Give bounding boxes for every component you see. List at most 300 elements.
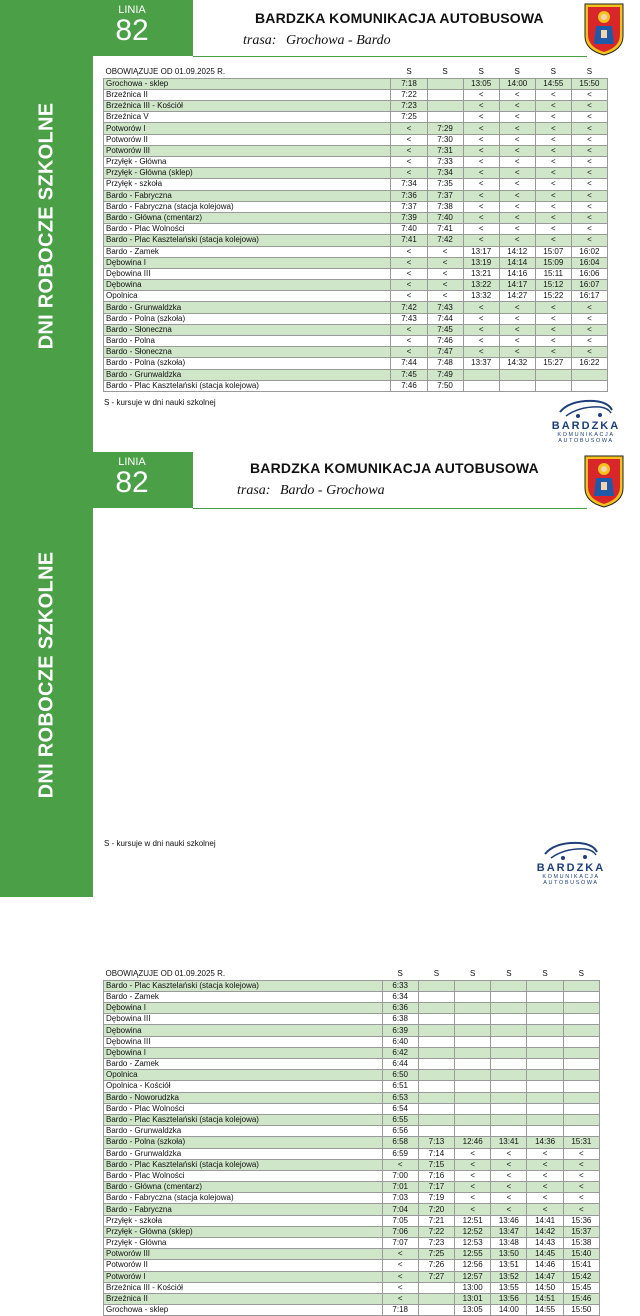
departure-time: 6:56 [382, 1126, 418, 1137]
departure-time [418, 1059, 454, 1070]
departure-time: < [499, 212, 535, 223]
departure-time: < [535, 235, 571, 246]
column-header: S [463, 67, 499, 78]
departure-time: 14:50 [527, 1282, 563, 1293]
departure-time: < [455, 1204, 491, 1215]
departure-time: 14:51 [527, 1293, 563, 1304]
departure-time [455, 1070, 491, 1081]
table-row [104, 1103, 600, 1114]
departure-time: < [499, 235, 535, 246]
departure-time: 7:34 [427, 168, 463, 179]
departure-time [527, 1014, 563, 1025]
stop-name: Bardo - Plac Kasztelański (stacja kolejowa) [104, 380, 391, 391]
stop-name: Dębowina I [104, 1003, 383, 1014]
departure-time: 7:45 [427, 324, 463, 335]
departure-time [563, 980, 599, 991]
stop-name: Bardo - Plac Wolności [104, 1103, 383, 1114]
departure-time: 7:23 [391, 101, 427, 112]
departure-time [418, 1036, 454, 1047]
departure-time: < [391, 347, 427, 358]
departure-time: 15:40 [563, 1249, 599, 1260]
departure-time: 13:52 [491, 1271, 527, 1282]
table-row [104, 1226, 600, 1237]
departure-time [418, 1293, 454, 1304]
table-row [104, 313, 608, 324]
table-row [104, 1014, 600, 1025]
departure-time: 14:12 [499, 246, 535, 257]
departure-time [527, 1047, 563, 1058]
departure-time [418, 1025, 454, 1036]
stop-name: Dębowina I [104, 257, 391, 268]
departure-time: 7:15 [418, 1159, 454, 1170]
logo-title: BARDZKA [551, 420, 621, 432]
departure-time: 7:22 [391, 89, 427, 100]
departure-time: < [499, 179, 535, 190]
departure-time: < [382, 1260, 418, 1271]
departure-time: < [499, 157, 535, 168]
departure-time: < [571, 302, 607, 313]
departure-time [563, 1047, 599, 1058]
departure-time [535, 369, 571, 380]
departure-time: < [455, 1170, 491, 1181]
table-row [104, 246, 608, 257]
departure-time: 7:18 [391, 78, 427, 89]
departure-time: 7:25 [418, 1249, 454, 1260]
departure-time: 12:53 [455, 1238, 491, 1249]
departure-time [491, 1070, 527, 1081]
departure-time: 7:20 [418, 1204, 454, 1215]
departure-time [455, 991, 491, 1002]
departure-time: 16:04 [571, 257, 607, 268]
departure-time [527, 1103, 563, 1114]
departure-time: < [499, 190, 535, 201]
departure-time [455, 1014, 491, 1025]
departure-time: 14:16 [499, 268, 535, 279]
departure-time [418, 1103, 454, 1114]
departure-time: 7:31 [427, 145, 463, 156]
departure-time: 15:22 [535, 291, 571, 302]
departure-time: 7:39 [391, 212, 427, 223]
table-row [104, 302, 608, 313]
departure-time: < [455, 1193, 491, 1204]
stop-name: Potworów II [104, 134, 391, 145]
table-row [104, 380, 608, 391]
table-row [104, 1114, 600, 1125]
stop-name: Brzeźnica II [104, 89, 391, 100]
departure-time: 14:47 [527, 1271, 563, 1282]
departure-time: 7:19 [418, 1193, 454, 1204]
departure-time: 15:07 [535, 246, 571, 257]
departure-time [527, 1059, 563, 1070]
departure-time: < [563, 1170, 599, 1181]
departure-time [418, 1003, 454, 1014]
stop-name: Przyłęk - Główna [104, 1238, 383, 1249]
departure-time: < [427, 246, 463, 257]
departure-time: 14:55 [527, 1305, 563, 1316]
departure-time: < [491, 1204, 527, 1215]
departure-time: 6:36 [382, 1003, 418, 1014]
departure-time [563, 1059, 599, 1070]
column-header: S [499, 67, 535, 78]
departure-time: < [499, 336, 535, 347]
departure-time: < [563, 1204, 599, 1215]
departure-time: < [427, 291, 463, 302]
stop-name: Bardo - Główna (cmentarz) [104, 1182, 383, 1193]
departure-time: 13:48 [491, 1238, 527, 1249]
stop-name: Bardo - Główna (cmentarz) [104, 212, 391, 223]
departure-time: 14:45 [527, 1249, 563, 1260]
departure-time [563, 1036, 599, 1047]
departure-time: 15:38 [563, 1238, 599, 1249]
departure-time: 7:35 [427, 179, 463, 190]
table-row [104, 991, 600, 1002]
table-row [104, 268, 608, 279]
departure-time: < [499, 347, 535, 358]
departure-time: < [499, 134, 535, 145]
departure-time: 7:16 [418, 1170, 454, 1181]
departure-time [491, 1081, 527, 1092]
route-name: Grochowa - Bardo [285, 33, 391, 48]
departure-time [527, 1126, 563, 1137]
table-row [104, 324, 608, 335]
stop-name: Brzeźnica V [104, 112, 391, 123]
departure-time: 15:31 [563, 1137, 599, 1148]
departure-time: 13:32 [463, 291, 499, 302]
departure-time [455, 1003, 491, 1014]
departure-time: 7:41 [427, 224, 463, 235]
table-row [104, 1025, 600, 1036]
company-name: BARDZKA KOMUNIKACJA AUTOBUSOWA [255, 10, 544, 26]
table-row [104, 212, 608, 223]
departure-time: < [391, 123, 427, 134]
departure-time: 7:25 [391, 112, 427, 123]
table-row [104, 1215, 600, 1226]
departure-time: 14:55 [535, 78, 571, 89]
departure-time: 15:12 [535, 280, 571, 291]
departure-time [499, 380, 535, 391]
departure-time [527, 980, 563, 991]
timetable [103, 67, 608, 392]
departure-time: < [535, 145, 571, 156]
departure-time: < [571, 224, 607, 235]
table-row [104, 1238, 600, 1249]
column-header: S [382, 969, 418, 980]
timetable [103, 969, 600, 1316]
departure-time [571, 380, 607, 391]
stop-name: Bardo - Zamek [104, 246, 391, 257]
footnote: S - kursuje w dni nauki szkolnej [104, 398, 216, 407]
departure-time: 13:21 [463, 268, 499, 279]
departure-time: 13:00 [455, 1282, 491, 1293]
table-row [104, 1204, 600, 1215]
valid-from: OBOWIĄZUJE OD 01.09.2025 R. [104, 67, 391, 78]
departure-time: < [527, 1170, 563, 1181]
departure-time: < [499, 313, 535, 324]
departure-time: 14:00 [491, 1305, 527, 1316]
departure-time: 7:05 [382, 1215, 418, 1226]
departure-time: 7:04 [382, 1204, 418, 1215]
departure-time [455, 980, 491, 991]
departure-time [463, 380, 499, 391]
table-row [104, 291, 608, 302]
departure-time [455, 1025, 491, 1036]
departure-time: < [382, 1159, 418, 1170]
departure-time: 13:05 [455, 1305, 491, 1316]
table-row [104, 1182, 600, 1193]
table-row [104, 369, 608, 380]
departure-time: 6:55 [382, 1114, 418, 1125]
departure-time: < [463, 145, 499, 156]
column-header: S [527, 969, 563, 980]
stop-name: Przyłęk - szkoła [104, 1215, 383, 1226]
departure-time: < [455, 1159, 491, 1170]
departure-time: 15:27 [535, 358, 571, 369]
departure-time: < [499, 89, 535, 100]
departure-time: < [535, 101, 571, 112]
departure-time [563, 1081, 599, 1092]
departure-time [491, 1092, 527, 1103]
departure-time: < [463, 302, 499, 313]
departure-time: 6:38 [382, 1014, 418, 1025]
departure-time [455, 1126, 491, 1137]
departure-time: 12:52 [455, 1226, 491, 1237]
departure-time: < [571, 89, 607, 100]
departure-time: 7:40 [391, 224, 427, 235]
column-header: S [391, 67, 427, 78]
departure-time: < [563, 1159, 599, 1170]
departure-time: < [382, 1282, 418, 1293]
departure-time: 14:27 [499, 291, 535, 302]
departure-time: < [391, 336, 427, 347]
column-header: S [571, 67, 607, 78]
stop-name: Bardo - Plac Kasztelański (stacja kolejowa) [104, 1159, 383, 1170]
departure-time: 14:32 [499, 358, 535, 369]
table-row [104, 123, 608, 134]
departure-time: < [463, 201, 499, 212]
table-row [104, 1059, 600, 1070]
departure-time [563, 1014, 599, 1025]
table-row [104, 89, 608, 100]
departure-time: < [535, 212, 571, 223]
departure-time: 7:26 [418, 1260, 454, 1271]
departure-time [563, 1003, 599, 1014]
departure-time: < [391, 257, 427, 268]
departure-time: < [535, 336, 571, 347]
departure-time: 7:03 [382, 1193, 418, 1204]
departure-time: 7:14 [418, 1148, 454, 1159]
stop-name: Bardo - Polna (szkoła) [104, 358, 391, 369]
route [243, 33, 391, 49]
departure-time [455, 1114, 491, 1125]
departure-time: 16:17 [571, 291, 607, 302]
departure-time: < [491, 1193, 527, 1204]
departure-time: < [571, 157, 607, 168]
departure-time [418, 1126, 454, 1137]
departure-time: 7:46 [391, 380, 427, 391]
column-header: S [563, 969, 599, 980]
stop-name: Brzeźnica III - Kościół [104, 101, 391, 112]
departure-time [418, 1014, 454, 1025]
departure-time: < [463, 190, 499, 201]
departure-time: 6:39 [382, 1025, 418, 1036]
departure-time: < [391, 134, 427, 145]
departure-time: < [427, 268, 463, 279]
departure-time [418, 1081, 454, 1092]
departure-time: 7:50 [427, 380, 463, 391]
departure-time: 6:51 [382, 1081, 418, 1092]
stop-name: Bardo - Zamek [104, 1059, 383, 1070]
departure-time [418, 1047, 454, 1058]
stop-name: Brzeźnica III - Kościół [104, 1282, 383, 1293]
stop-name: Bardo - Polna (szkoła) [104, 313, 391, 324]
departure-time: 15:11 [535, 268, 571, 279]
departure-time: < [391, 291, 427, 302]
departure-time: < [463, 313, 499, 324]
stop-name: Bardo - Plac Kasztelański (stacja kolejowa) [104, 980, 383, 991]
departure-time: < [499, 224, 535, 235]
departure-time: 7:36 [391, 190, 427, 201]
stop-name: Bardo - Polna (szkoła) [104, 1137, 383, 1148]
departure-time: 7:38 [427, 201, 463, 212]
departure-time [563, 1126, 599, 1137]
stop-name: Bardo - Grunwaldzka [104, 1126, 383, 1137]
stop-name: Bardo - Grunwaldzka [104, 369, 391, 380]
side-bar [0, 0, 93, 452]
stop-name: Przyłęk - Główna [104, 157, 391, 168]
departure-time: 7:27 [418, 1271, 454, 1282]
departure-time: 7:40 [427, 212, 463, 223]
departure-time: 12:55 [455, 1249, 491, 1260]
departure-time: < [499, 145, 535, 156]
departure-time: < [535, 168, 571, 179]
departure-time: < [535, 313, 571, 324]
stop-name: Grochowa - sklep [104, 78, 391, 89]
table-row [104, 1148, 600, 1159]
departure-time: < [382, 1271, 418, 1282]
departure-time: 13:55 [491, 1282, 527, 1293]
departure-time: < [571, 145, 607, 156]
departure-time: 13:05 [463, 78, 499, 89]
departure-time: < [463, 89, 499, 100]
departure-time: < [527, 1182, 563, 1193]
departure-time: 7:44 [427, 313, 463, 324]
departure-time: 14:42 [527, 1226, 563, 1237]
stop-name: Bardo - Plac Kasztelański (stacja kolejowa) [104, 235, 391, 246]
table-row [104, 1137, 600, 1148]
departure-time: 7:37 [391, 201, 427, 212]
departure-time: 12:57 [455, 1271, 491, 1282]
stop-name: Bardo - Grunwaldzka [104, 302, 391, 313]
stop-name: Bardo - Grunwaldzka [104, 1148, 383, 1159]
departure-time: 6:58 [382, 1137, 418, 1148]
departure-time: 7:23 [418, 1238, 454, 1249]
departure-time: < [571, 235, 607, 246]
departure-time: < [391, 280, 427, 291]
company-logo [546, 398, 626, 448]
stop-name: Bardo - Fabryczna (stacja kolejowa) [104, 1193, 383, 1204]
departure-time: < [463, 168, 499, 179]
departure-time: 13:47 [491, 1226, 527, 1237]
departure-time: 7:22 [418, 1226, 454, 1237]
stop-name: Potworów III [104, 145, 391, 156]
departure-time [527, 1114, 563, 1125]
departure-time [418, 1282, 454, 1293]
stop-name: Opolnica - Kościół [104, 1081, 383, 1092]
departure-time [563, 1092, 599, 1103]
departure-time: 7:46 [427, 336, 463, 347]
departure-time: < [463, 134, 499, 145]
departure-time: < [463, 112, 499, 123]
departure-time: < [535, 179, 571, 190]
departure-time: 7:41 [391, 235, 427, 246]
table-row [104, 179, 608, 190]
departure-time [455, 1092, 491, 1103]
stop-name: Potworów III [104, 1249, 383, 1260]
table-header-row [104, 969, 600, 980]
departure-time: < [535, 324, 571, 335]
departure-time: 6:34 [382, 991, 418, 1002]
departure-time: < [527, 1148, 563, 1159]
departure-time: < [571, 201, 607, 212]
departure-time [491, 1025, 527, 1036]
departure-time: 7:30 [427, 134, 463, 145]
line-header [93, 452, 193, 508]
route [237, 483, 385, 499]
line-number: 82 [115, 14, 149, 47]
departure-time [535, 380, 571, 391]
departure-time: 6:53 [382, 1092, 418, 1103]
table-row [104, 224, 608, 235]
departure-time: < [535, 157, 571, 168]
logo-sub2: AUTOBUSOWA [558, 438, 614, 444]
departure-time: < [563, 1193, 599, 1204]
table-row [104, 168, 608, 179]
departure-time: < [499, 201, 535, 212]
departure-time: < [571, 336, 607, 347]
departure-time: 6:40 [382, 1036, 418, 1047]
stop-name: Bardo - Zamek [104, 991, 383, 1002]
departure-time: < [499, 302, 535, 313]
table-row [104, 145, 608, 156]
departure-time: < [535, 347, 571, 358]
departure-time: < [382, 1293, 418, 1304]
column-header: S [535, 67, 571, 78]
departure-time: < [535, 89, 571, 100]
route-label: trasa: [237, 483, 271, 498]
departure-time [563, 991, 599, 1002]
departure-time [499, 369, 535, 380]
departure-time [455, 1059, 491, 1070]
departure-time: < [571, 324, 607, 335]
header-divider [193, 508, 587, 509]
departure-time: 15:09 [535, 257, 571, 268]
departure-time [491, 1047, 527, 1058]
table-row [104, 1282, 600, 1293]
departure-time: 14:41 [527, 1215, 563, 1226]
column-header: S [427, 67, 463, 78]
departure-time [491, 1126, 527, 1137]
departure-time: < [563, 1182, 599, 1193]
logo-sub1: KOMUNIKACJA [542, 874, 600, 880]
table-row [104, 1036, 600, 1047]
departure-time [527, 991, 563, 1002]
departure-time: 15:36 [563, 1215, 599, 1226]
departure-time: < [382, 1249, 418, 1260]
departure-time: 7:47 [427, 347, 463, 358]
departure-time: < [499, 324, 535, 335]
departure-time [427, 112, 463, 123]
stop-name: Dębowina [104, 280, 391, 291]
